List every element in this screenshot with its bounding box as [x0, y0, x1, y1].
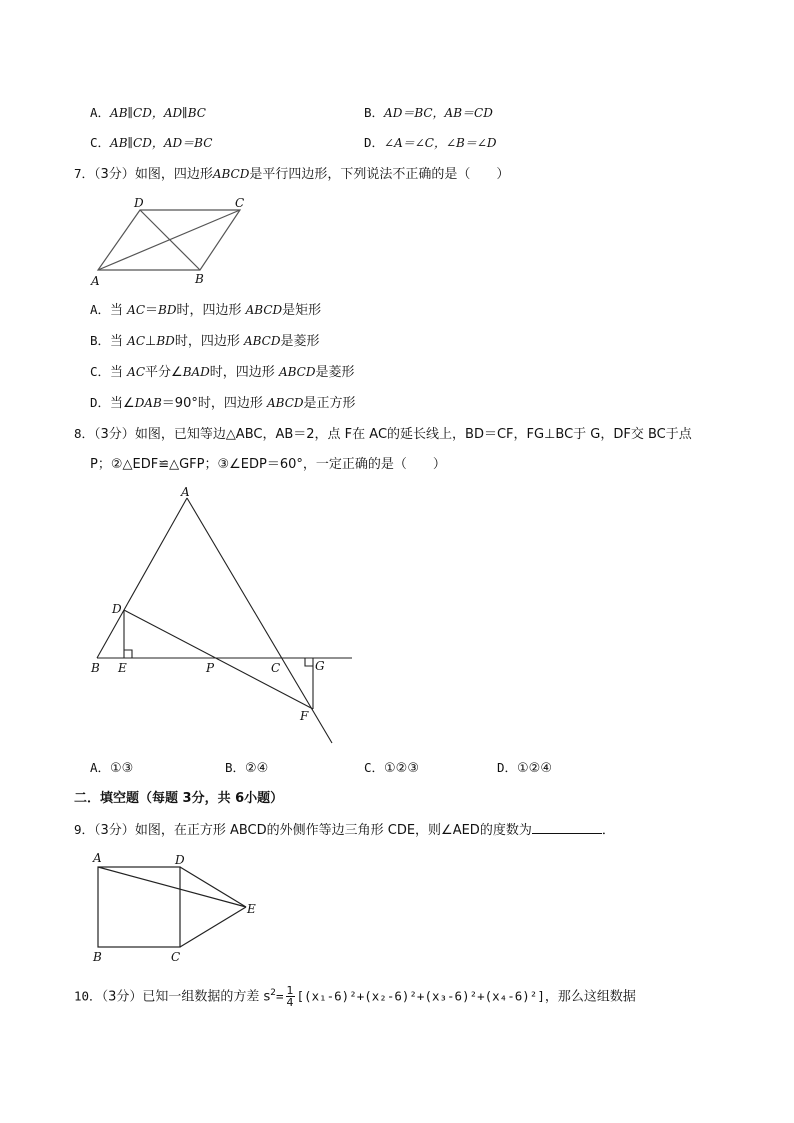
- option-text: ＝90°: [161, 396, 198, 411]
- label-c: C: [235, 196, 245, 210]
- q7-stem-text-2: 是平行四边形，下列说法不正确的是（ ）: [249, 167, 510, 182]
- option-letter: A．: [90, 105, 111, 120]
- option-var: AC: [127, 303, 146, 317]
- option-letter: D．: [497, 760, 518, 775]
- label-e: E: [118, 661, 127, 675]
- option-text: 时，四边形: [197, 396, 267, 411]
- q10-stem: [74, 980, 636, 1010]
- label-b: B: [91, 661, 100, 675]
- option-text: ①③: [110, 761, 134, 776]
- q9-stem-text: 如图，在正方形 ABCD的外侧作等边三角形 CDE，则∠AED的度数为: [134, 823, 532, 838]
- fraction-denominator: 4: [286, 996, 294, 1010]
- option-letter: A．: [90, 302, 111, 317]
- option-text: ②④: [245, 761, 269, 776]
- variance-formula: [(x₁-6)²+(x₂-6)²+(x₃-6)²+(x₄-6)²]: [296, 988, 545, 1004]
- option-letter: C．: [90, 364, 111, 379]
- option-text: 时，四边形: [174, 334, 244, 349]
- option-text: 当∠: [110, 396, 135, 411]
- section-heading: 二．填空题（每题 3分，共 6小题）: [74, 791, 284, 806]
- option-letter: B．: [90, 333, 111, 348]
- label-d: D: [112, 602, 122, 616]
- label-e: E: [247, 902, 256, 916]
- option-var: ABCD: [245, 303, 283, 317]
- label-b: B: [195, 272, 204, 286]
- q10-stem-text: 已知一组数据的方差 s: [142, 989, 271, 1005]
- option-text: 当: [110, 334, 128, 349]
- option-letter: B．: [225, 760, 246, 775]
- fraction-numerator: 1: [286, 984, 294, 998]
- label-c: C: [171, 950, 181, 964]
- option-text: 时，四边形: [176, 303, 246, 318]
- option-var: AC: [127, 365, 146, 379]
- option-var: BD: [156, 334, 175, 348]
- option-text: AB∥CD，AD＝BC: [110, 136, 213, 150]
- question-score: （3分）: [101, 989, 143, 1005]
- option-letter: A．: [90, 760, 111, 775]
- square-exponent: 2: [270, 988, 276, 998]
- option-text: ①②④: [517, 761, 552, 776]
- segment-de: [180, 867, 246, 907]
- option-letter: D．: [364, 135, 385, 150]
- option-text: AD＝BC，AB＝CD: [384, 106, 493, 120]
- square-abcd: [98, 867, 180, 947]
- option-text: AB∥CD，AD∥BC: [110, 106, 206, 120]
- label-f: F: [300, 709, 309, 723]
- option-letter: D．: [90, 395, 111, 410]
- option-letter: B．: [364, 105, 385, 120]
- label-p: P: [206, 661, 215, 675]
- label-b: B: [93, 950, 102, 964]
- q9-stem-end: ．: [601, 823, 615, 838]
- option-letter: C．: [364, 760, 385, 775]
- q7-stem-text: 如图，四边形: [134, 167, 213, 182]
- option-var: DAB: [134, 396, 162, 410]
- option-text: ⊥: [145, 334, 157, 349]
- label-a: A: [181, 485, 190, 499]
- option-text: ∠A＝∠C，∠B＝∠D: [384, 136, 497, 150]
- q10-stem-end: ，那么这组数据: [544, 989, 636, 1005]
- label-a: A: [93, 851, 102, 865]
- option-text: 是矩形: [282, 303, 322, 318]
- option-var: ABCD: [243, 334, 281, 348]
- option-text: 时，四边形: [209, 365, 279, 380]
- option-text: 是正方形: [303, 396, 356, 411]
- option-text: 是菱形: [280, 334, 320, 349]
- question-score: （3分）: [94, 167, 135, 182]
- option-text: 当: [110, 303, 128, 318]
- q8-stem-text: 如图，已知等边△ABC，AB＝2，点 F在 AC的延长线上，BD＝CF，FG⊥BC于 G，DF交 BC于点: [134, 427, 692, 442]
- option-var: ABCD: [278, 365, 316, 379]
- question-number: 10．: [74, 988, 102, 1004]
- label-a: A: [91, 274, 100, 288]
- fraction-one-quarter: [286, 985, 295, 1008]
- question-score: （3分）: [94, 823, 135, 838]
- option-text: ＝: [145, 303, 159, 318]
- equals-sign: =: [275, 988, 284, 1004]
- option-var: ABCD: [266, 396, 304, 410]
- q8-stem-text-2: P；②△EDF≌△GFP；③∠EDP＝60°，一定正确的是（ ）: [90, 457, 446, 472]
- question-number: 9．: [74, 822, 95, 837]
- question-number: 8．: [74, 426, 95, 441]
- label-d: D: [175, 853, 185, 867]
- segment-ae: [98, 867, 246, 907]
- option-var: BD: [158, 303, 177, 317]
- option-text: 平分∠: [145, 365, 183, 380]
- option-text: 是菱形: [315, 365, 355, 380]
- option-text: ①②③: [384, 761, 419, 776]
- label-c: C: [271, 661, 281, 675]
- segment-ce: [180, 907, 246, 947]
- question-number: 7．: [74, 166, 95, 181]
- q7-stem-var: ABCD: [212, 167, 250, 181]
- option-var: AC: [127, 334, 146, 348]
- option-var: BAD: [182, 365, 210, 379]
- option-letter: C．: [90, 135, 111, 150]
- label-g: G: [315, 659, 325, 673]
- option-text: 当: [110, 365, 128, 380]
- label-d: D: [134, 196, 144, 210]
- question-score: （3分）: [94, 427, 135, 442]
